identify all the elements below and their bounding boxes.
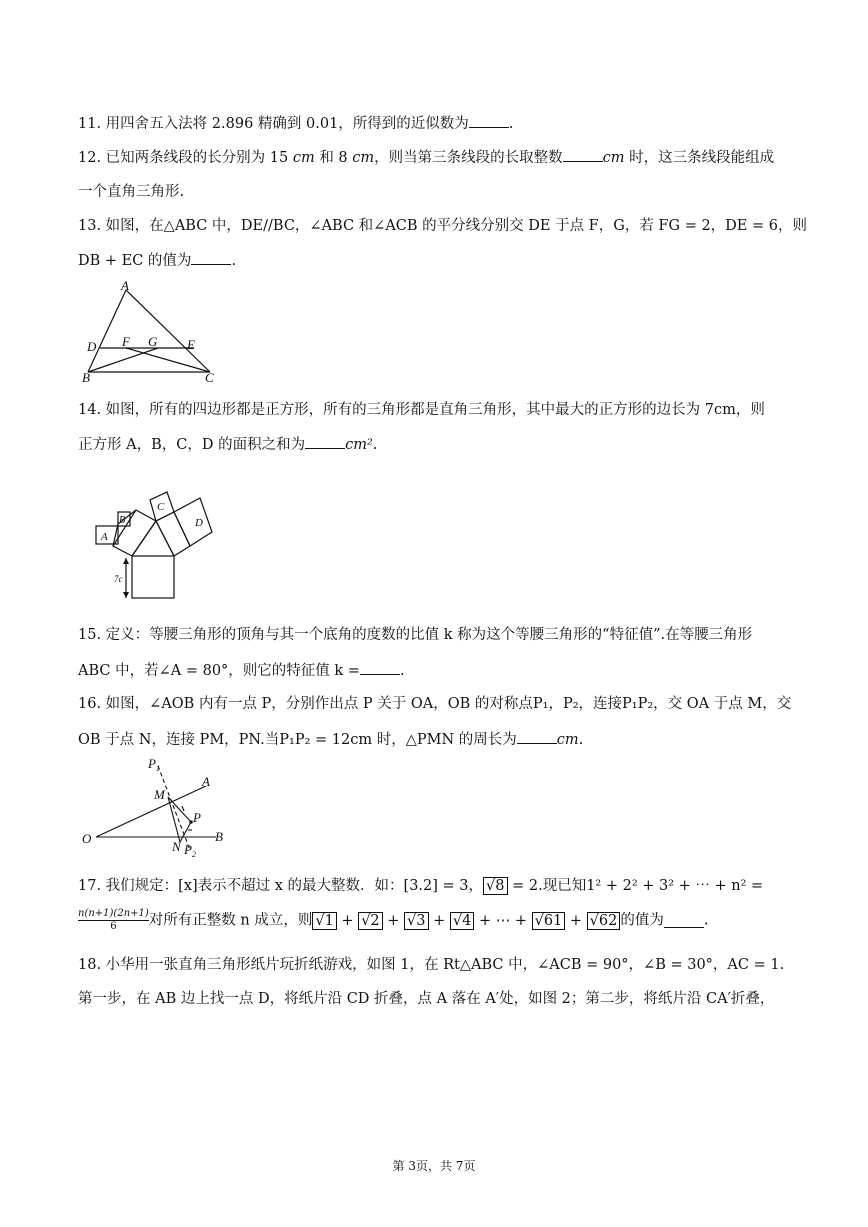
label-M: M (154, 787, 165, 802)
label-C: C (157, 501, 165, 513)
q12-text: 和 8 (314, 150, 353, 166)
answer-blank (517, 729, 557, 744)
q13-triangle-figure (78, 278, 228, 388)
q18-line-2: 第一步，在 AB 边上找一点 D，将纸片沿 CD 折叠，点 A 落在 A′处，如图 2；第二步，将纸片沿 CA′折叠， (78, 991, 775, 1007)
q15-line-1: 15. 定义：等腰三角形的顶角与其一个底角的度数的比值 k 称为这个等腰三角形的“特征值”.在等腰三角形 (78, 627, 753, 643)
label-D: D (87, 339, 97, 354)
q15-end: . (399, 663, 405, 679)
label-P2: $P_2$ (184, 842, 196, 859)
fraction-numerator: n(n+1)(2n+1) (78, 908, 149, 919)
q16-angle-figure (78, 752, 238, 864)
q13-line-2 (78, 250, 236, 271)
label-A: A (101, 531, 108, 543)
q13-line-1: 13. 如图，在△ABC 中，DE//BC，∠ABC 和∠ACB 的平分线分别交 DE 于点 F，G，若 FG = 2，DE = 6，则 (78, 218, 807, 234)
label-P: P (193, 810, 201, 825)
floor-term: √62 (587, 912, 621, 930)
label-C: C (205, 370, 214, 385)
q11-end: . (508, 116, 514, 132)
label-E: E (187, 337, 195, 352)
q17-line-1 (78, 876, 763, 896)
q16-line-1: 16. 如图，∠AOB 内有一点 P，分别作出点 P 关于 OA，OB 的对称点P₁，P₂，连接P₁P₂，交 OA 于点 M，交 (78, 696, 792, 712)
answer-blank (360, 660, 400, 675)
fraction (78, 908, 149, 933)
label-G: G (148, 334, 158, 349)
q17-text: 对所有正整数 n 成立，则 (148, 912, 313, 929)
answer-blank (469, 113, 509, 128)
label-side: 7c (114, 574, 123, 584)
q12-unit: cm (292, 150, 315, 166)
q17-text: = 2.现已知1² + 2² + 3² + ⋯ + n² = (507, 878, 764, 894)
question-11 (78, 113, 513, 134)
q12-text: 时，这三条线段能组成 (624, 150, 775, 166)
page-footer: 第 3页，共 7页 (392, 1159, 476, 1173)
floor-term: √2 (358, 912, 382, 930)
q12-line-2: 一个直角三角形. (78, 184, 185, 200)
q17-line-2 (78, 908, 708, 933)
q17-end: . (703, 912, 709, 929)
q12-text: 12. 已知两条线段的长分别为 15 (78, 150, 293, 166)
floor-term: √4 (450, 912, 474, 930)
label-B: B (119, 515, 126, 526)
q14-line-2 (78, 434, 377, 455)
q11-text: 11. 用四舍五入法将 2.896 精确到 0.01，所得到的近似数为 (78, 116, 469, 132)
label-N: N (172, 839, 181, 854)
label-O: O (82, 831, 92, 846)
answer-blank (191, 250, 231, 265)
label-B: B (215, 829, 223, 844)
floor-term: √61 (532, 912, 566, 930)
answer-blank (305, 434, 345, 449)
label-P1: $P_1$ (148, 756, 160, 773)
q15-line-2 (78, 660, 405, 681)
q16-unit: cm. (556, 732, 584, 748)
q12-unit: cm (602, 150, 625, 166)
fraction-denominator: 6 (110, 921, 117, 932)
q12-text: ，则当第三条线段的长取整数 (374, 150, 563, 166)
q14-squares-figure (88, 474, 238, 609)
q17-text: 17. 我们规定：[x]表示不超过 x 的最大整数．如：[3.2] = 3， (78, 878, 484, 894)
q14-line-1: 14. 如图，所有的四边形都是正方形，所有的三角形都是直角三角形，其中最大的正方形的边长为 7cm，则 (78, 402, 765, 418)
q16-text: OB 于点 N，连接 PM，PN.当P₁P₂ = 12cm 时，△PMN 的周长为 (78, 732, 517, 748)
q18-line-1: 18. 小华用一张直角三角形纸片玩折纸游戏，如图 1，在 Rt△ABC 中，∠ACB = 90°，∠B = 30°，AC = 1. (78, 957, 785, 973)
q14-unit: cm². (345, 437, 378, 453)
q12-unit: cm (352, 150, 375, 166)
q15-text: ABC 中，若∠A = 80°，则它的特征值 k = (78, 663, 360, 679)
floor-term: √3 (404, 912, 428, 930)
answer-blank (664, 913, 704, 928)
q17-sum: √1 + √2 + √3 + √4 + ⋯ + √61 + √62 (312, 913, 620, 929)
question-12 (78, 147, 774, 168)
label-F: F (122, 334, 130, 349)
label-D: D (195, 517, 203, 529)
answer-blank (563, 147, 603, 162)
q17-text: 的值为 (620, 912, 664, 929)
floor-term: √1 (312, 912, 336, 930)
label-B: B (82, 370, 90, 385)
label-A: A (202, 774, 210, 789)
q14-text: 正方形 A，B，C，D 的面积之和为 (78, 437, 306, 453)
floor-sqrt-8: √8 (483, 877, 507, 895)
q16-line-2 (78, 729, 583, 750)
q13-text: DB + EC 的值为 (78, 253, 192, 269)
label-A: A (121, 278, 129, 293)
ellipsis: + ⋯ + (478, 912, 527, 929)
q13-end: . (231, 253, 237, 269)
